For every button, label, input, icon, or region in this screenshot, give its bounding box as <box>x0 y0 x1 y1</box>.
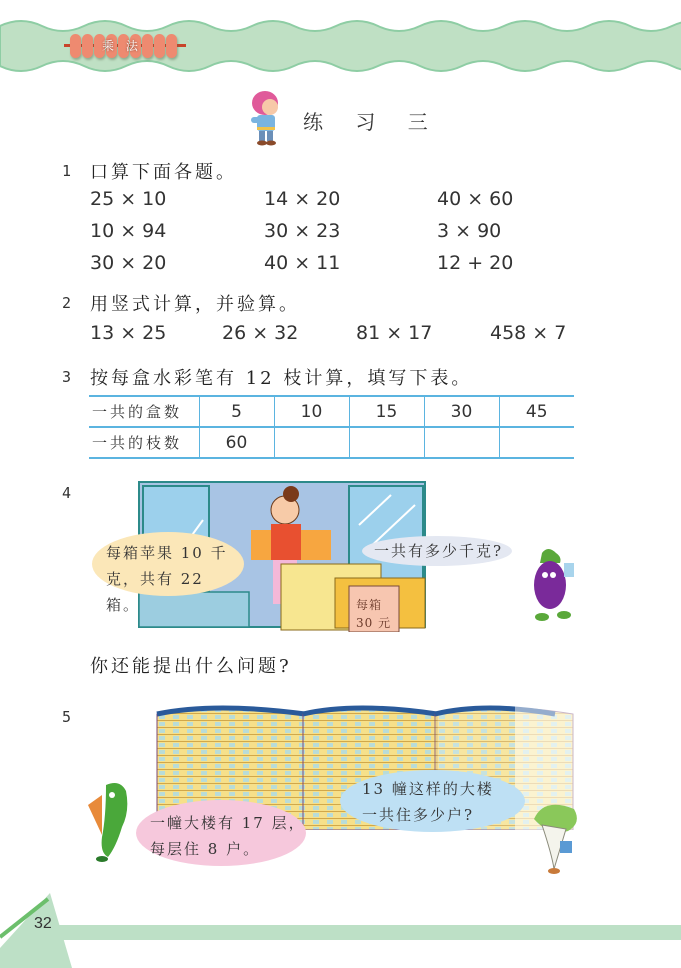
expression: 26 × 32 <box>222 322 299 344</box>
speech-bubble-eggplant <box>362 536 512 566</box>
expression: 40 × 11 <box>264 252 341 274</box>
expression: 458 × 7 <box>490 322 567 344</box>
table-cell: 30 <box>424 396 499 427</box>
page-number: 32 <box>34 915 52 932</box>
expression: 25 × 10 <box>90 188 167 210</box>
bubble-line: 一共住多少户? <box>362 806 475 824</box>
chapter-tag <box>64 32 186 60</box>
exercise-title-block <box>243 86 441 148</box>
bubble-line: 每层住 8 户。 <box>150 840 261 858</box>
bubble-line: 克，共有 22 箱。 <box>106 570 204 614</box>
answer-cell[interactable] <box>424 427 499 458</box>
follow-up-question: 你还能提出什么问题? <box>90 656 292 677</box>
expression: 81 × 17 <box>356 322 433 344</box>
question-prompt: 口算下面各题。 <box>90 162 237 183</box>
speech-bubble-pea <box>136 800 306 866</box>
table-cell: 60 <box>199 427 274 458</box>
table-cell: 10 <box>274 396 349 427</box>
exercise-title: 练 习 三 <box>303 109 441 134</box>
expression: 14 × 20 <box>264 188 341 210</box>
speech-bubble-cabbage <box>340 770 525 832</box>
question-prompt: 按每盒水彩笔有 12 枝计算，填写下表。 <box>90 368 473 389</box>
expression: 30 × 20 <box>90 252 167 274</box>
expression: 3 × 90 <box>437 220 502 242</box>
table-row <box>89 427 574 458</box>
price-sign-line: 30 元 <box>356 616 392 630</box>
abacus-bead <box>82 34 93 58</box>
question-number: 1 <box>62 162 72 180</box>
expression: 12 + 20 <box>437 252 514 274</box>
abacus-bead <box>70 34 81 58</box>
girl-mascot-icon <box>243 87 293 147</box>
price-sign <box>356 596 396 632</box>
eggplant-character-icon <box>520 545 580 623</box>
chapter-label: 乘 法 <box>102 39 142 53</box>
abacus-bead <box>142 34 153 58</box>
expression: 10 × 94 <box>90 220 167 242</box>
bubble-line: 13 幢这样的大楼 <box>362 780 494 798</box>
speech-bubble-seller <box>92 532 244 614</box>
table-row <box>89 396 574 427</box>
answer-cell[interactable] <box>274 427 349 458</box>
fill-in-table <box>89 395 574 459</box>
abacus-bead <box>166 34 177 58</box>
expression: 40 × 60 <box>437 188 514 210</box>
answer-cell[interactable] <box>499 427 574 458</box>
bubble-line: 每箱苹果 10 千 <box>106 544 228 562</box>
expression: 13 × 25 <box>90 322 167 344</box>
bubble-line: 一共有多少千克? <box>374 542 504 560</box>
price-sign-line: 每箱 <box>356 598 383 612</box>
footer-bar <box>50 925 681 940</box>
pea-pod-character-icon <box>84 775 134 865</box>
table-cell: 45 <box>499 396 574 427</box>
question-number: 3 <box>62 368 72 386</box>
question-prompt: 用竖式计算，并验算。 <box>90 294 300 315</box>
abacus-bead <box>154 34 165 58</box>
row-header: 一共的盒数 <box>89 396 199 427</box>
table-cell: 5 <box>199 396 274 427</box>
row-header: 一共的枝数 <box>89 427 199 458</box>
bubble-line: 一幢大楼有 17 层， <box>150 814 306 832</box>
question-number: 2 <box>62 294 72 312</box>
answer-cell[interactable] <box>349 427 424 458</box>
table-cell: 15 <box>349 396 424 427</box>
expression: 30 × 23 <box>264 220 341 242</box>
question-number: 4 <box>62 484 72 502</box>
question-number: 5 <box>62 708 72 726</box>
cabbage-character-icon <box>526 795 582 875</box>
